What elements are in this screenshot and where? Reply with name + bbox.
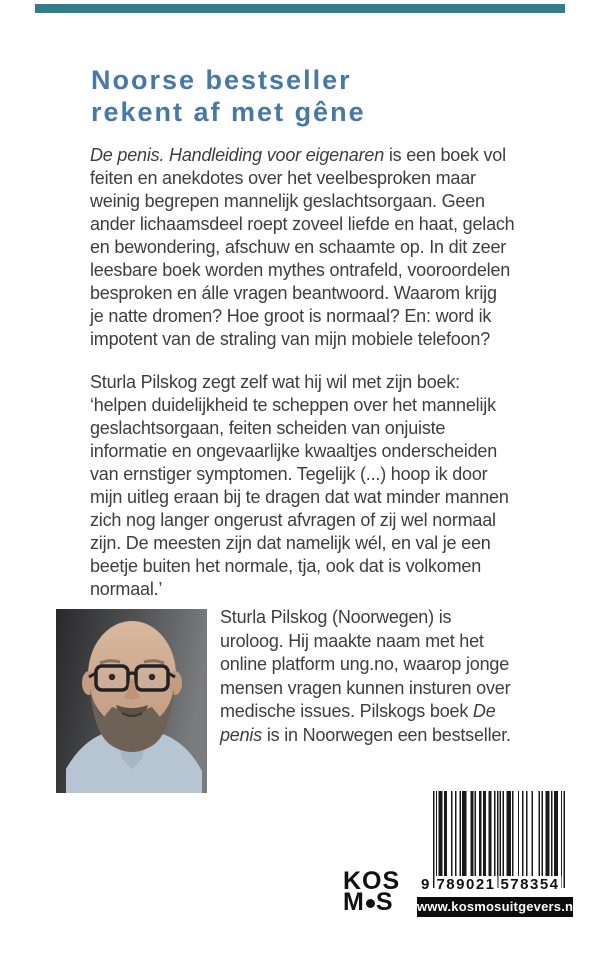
kosmos-logo-m: M <box>343 888 365 916</box>
text-line: De penis. Handleiding voor eigenaren is een boek vol <box>90 145 506 165</box>
text-line: mensen vragen kunnen insturen over <box>220 677 511 698</box>
text-line: besproken en álle vragen beantwoord. Waarom krijg <box>90 283 497 303</box>
text-line: Sturla Pilskog (Noorwegen) is <box>220 607 452 627</box>
page-title-line-1: Noorse bestseller <box>91 65 352 95</box>
text-line: normaal.’ <box>90 579 163 599</box>
text-line: medische issues. Pilskogs boek De <box>220 701 496 721</box>
text-line: mijn uitleg eraan bij te dragen dat wat minder mannen <box>90 487 509 507</box>
text-line: weinig begrepen mannelijk geslachtsorgaan. Geen <box>90 191 485 211</box>
isbn-lead-digit: 9 <box>421 876 431 893</box>
author-photo <box>56 609 207 793</box>
text-line: van ernstiger symptomen. Tegelijk (...) hoop ik door <box>90 464 488 484</box>
text-line: leesbare boek worden mythes ontrafeld, vooroordelen <box>90 260 511 280</box>
kosmos-logo-dot-icon <box>366 899 375 908</box>
text-line: impotent van de straling van mijn mobiele telefoon? <box>90 329 491 349</box>
text-line: en bewondering, afschuw en schaamte op. In dit zeer <box>90 237 507 257</box>
text-line: informatie en ongevaarlijke kwaaltjes onderscheiden <box>90 441 498 461</box>
top-accent-bar <box>35 4 565 13</box>
text-line: uroloog. Hij maakte naam met het <box>220 630 484 651</box>
book-description-paragraph <box>90 144 515 351</box>
text-line: ander lichaamsdeel roept zoveel liefde en haat, gelach <box>90 214 515 234</box>
page-title <box>91 64 366 128</box>
text-line: geslachtsorgaan, feiten scheiden van onjuiste <box>90 418 446 438</box>
kosmos-logo-s: S <box>375 888 394 916</box>
text-line: feiten en anekdotes over het veelbesproken maar <box>90 168 476 188</box>
author-quote-paragraph <box>90 371 509 601</box>
eye-left <box>109 674 115 680</box>
text-line: zich nog langer ongerust afvragen of zij wel normaal <box>90 510 496 530</box>
text-line: penis is in Noorwegen een bestseller. <box>220 724 511 745</box>
kosmos-logo-top: KOS <box>343 867 401 895</box>
text-line: beetje buiten het normale, tja, ook dat is volkomen <box>90 556 482 576</box>
author-bio <box>220 606 511 747</box>
isbn-left-group: 789021 <box>436 876 496 893</box>
eye-right <box>149 674 155 680</box>
text-line: Sturla Pilskog zegt zelf wat hij wil met zijn boek: <box>90 372 460 392</box>
kosmos-logo <box>343 867 401 916</box>
text-line: online platform ung.no, waarop jonge <box>220 654 510 674</box>
text-line: zijn. De meesten zijn dat namelijk wél, en val je een <box>90 533 491 553</box>
text-line: je natte dromen? Hoe groot is normaal? En: word ik <box>90 306 492 326</box>
page-title-line-2: rekent af met gêne <box>91 97 366 127</box>
kosmos-logo-bottom <box>343 888 400 916</box>
isbn-right-group: 578354 <box>500 876 560 893</box>
text-line: ‘helpen duidelijkheid te scheppen over het mannelijk <box>90 395 496 415</box>
publisher-url-bar: www.kosmosuitgevers.nl <box>417 897 573 917</box>
